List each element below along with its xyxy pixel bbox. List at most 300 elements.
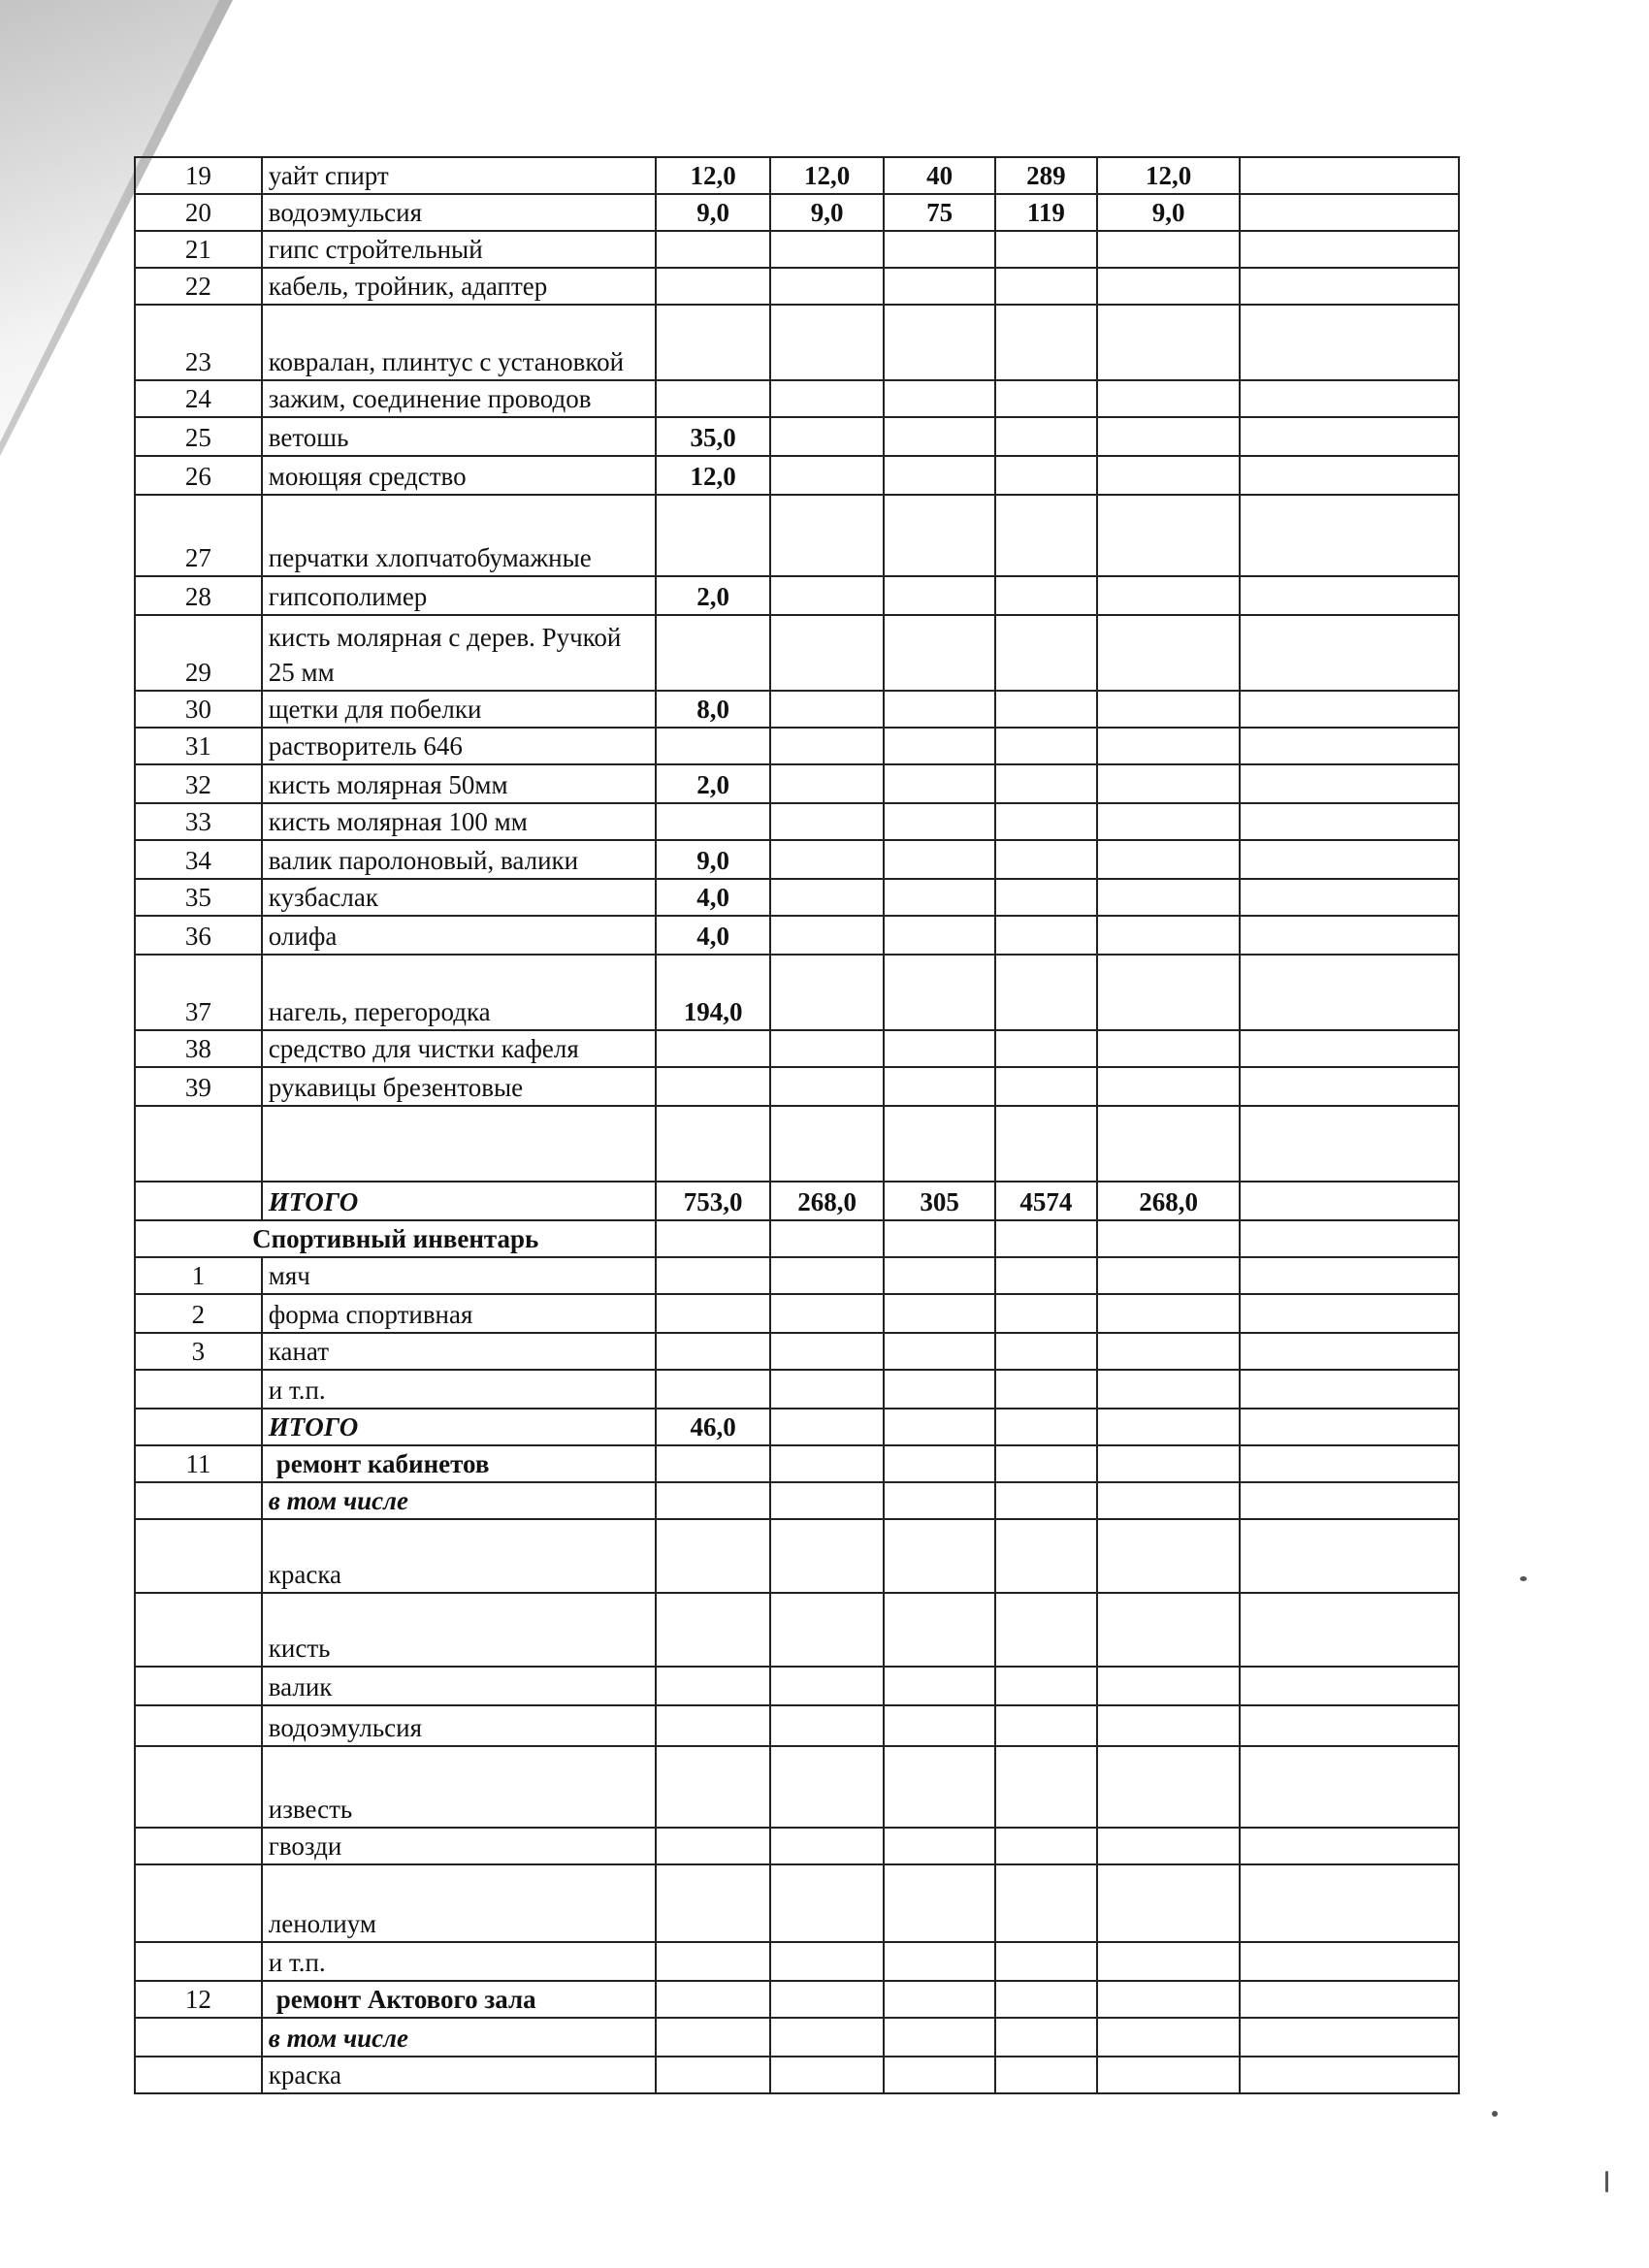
value-cell-2 (770, 1294, 884, 1333)
row-number: 34 (135, 840, 262, 879)
table-row (135, 1445, 1459, 1482)
item-name: краска (262, 2057, 657, 2093)
item-name: уайт спирт (262, 157, 657, 194)
value-cell-1: 46,0 (656, 1409, 769, 1445)
value-cell-5 (1097, 576, 1240, 615)
value-cell-1 (656, 1746, 769, 1828)
value-cell-3 (884, 1482, 994, 1519)
value-cell-6 (1240, 1828, 1459, 1864)
item-name: кисть (262, 1593, 657, 1667)
item-name: канат (262, 1333, 657, 1370)
value-cell-2: 9,0 (770, 194, 884, 231)
value-cell-5 (1097, 417, 1240, 456)
row-number: 3 (135, 1333, 262, 1370)
value-cell-1: 4,0 (656, 879, 769, 916)
value-cell-2 (770, 2057, 884, 2093)
item-name: краска (262, 1519, 657, 1593)
value-cell-2 (770, 1445, 884, 1482)
row-number: 25 (135, 417, 262, 456)
value-cell-3 (884, 1942, 994, 1981)
value-cell-6 (1240, 1705, 1459, 1746)
value-cell-6 (1240, 840, 1459, 879)
item-name: и т.п. (262, 1942, 657, 1981)
empty-cell (770, 1220, 884, 1257)
row-number: 24 (135, 380, 262, 417)
materials-table (134, 156, 1460, 2094)
row-number (135, 1942, 262, 1981)
value-cell-2 (770, 1828, 884, 1864)
value-cell-1: 8,0 (656, 691, 769, 728)
row-number: 21 (135, 231, 262, 268)
row-number: 31 (135, 728, 262, 764)
row-number: 35 (135, 879, 262, 916)
table-row (135, 157, 1459, 194)
table-row (135, 305, 1459, 380)
value-cell-1: 9,0 (656, 840, 769, 879)
table-row (135, 1981, 1459, 2018)
item-name: известь (262, 1746, 657, 1828)
value-cell-2 (770, 456, 884, 495)
value-cell-6 (1240, 803, 1459, 840)
table-row (135, 1746, 1459, 1828)
value-cell-3 (884, 2057, 994, 2093)
table-row (135, 879, 1459, 916)
value-cell-2 (770, 576, 884, 615)
value-cell-3 (884, 576, 994, 615)
row-number: 36 (135, 916, 262, 955)
value-cell-2 (770, 1593, 884, 1667)
value-cell-2 (770, 879, 884, 916)
value-cell-2 (770, 380, 884, 417)
value-cell-5 (1097, 1519, 1240, 1593)
value-cell-3 (884, 1705, 994, 1746)
table-row (135, 840, 1459, 879)
item-name (262, 1106, 657, 1182)
total-label: ИТОГО (262, 1182, 657, 1220)
value-cell-3 (884, 1030, 994, 1067)
value-cell-4 (995, 417, 1097, 456)
value-cell-5 (1097, 879, 1240, 916)
value-cell-3 (884, 1257, 994, 1294)
row-number: 39 (135, 1067, 262, 1106)
value-cell-6 (1240, 2018, 1459, 2057)
table-row (135, 1182, 1459, 1220)
value-cell-1 (656, 1864, 769, 1942)
value-cell-3 (884, 1519, 994, 1593)
value-cell-3 (884, 840, 994, 879)
row-number: 33 (135, 803, 262, 840)
value-cell-6 (1240, 1667, 1459, 1705)
value-cell-4 (995, 1667, 1097, 1705)
value-cell-4 (995, 1257, 1097, 1294)
value-cell-1 (656, 495, 769, 576)
value-cell-5 (1097, 840, 1240, 879)
row-number: 26 (135, 456, 262, 495)
value-cell-1: 753,0 (656, 1182, 769, 1220)
item-name: олифа (262, 916, 657, 955)
value-cell-2 (770, 615, 884, 691)
table-row (135, 1519, 1459, 1593)
value-cell-2 (770, 1482, 884, 1519)
value-cell-4 (995, 1482, 1097, 1519)
item-name: водоэмульсия (262, 194, 657, 231)
value-cell-6 (1240, 1482, 1459, 1519)
value-cell-4 (995, 380, 1097, 417)
value-cell-6 (1240, 231, 1459, 268)
value-cell-4 (995, 916, 1097, 955)
value-cell-4 (995, 840, 1097, 879)
value-cell-5 (1097, 495, 1240, 576)
value-cell-6 (1240, 955, 1459, 1030)
value-cell-2 (770, 495, 884, 576)
row-number (135, 1746, 262, 1828)
value-cell-4 (995, 955, 1097, 1030)
value-cell-3 (884, 879, 994, 916)
value-cell-4 (995, 803, 1097, 840)
table-row (135, 194, 1459, 231)
value-cell-1: 12,0 (656, 157, 769, 194)
value-cell-5 (1097, 955, 1240, 1030)
value-cell-4 (995, 1067, 1097, 1106)
value-cell-1 (656, 1593, 769, 1667)
table-row (135, 576, 1459, 615)
value-cell-4 (995, 691, 1097, 728)
table-row (135, 1705, 1459, 1746)
item-name: перчатки хлопчатобумажные (262, 495, 657, 576)
value-cell-1 (656, 1445, 769, 1482)
value-cell-3 (884, 380, 994, 417)
value-cell-6 (1240, 1409, 1459, 1445)
value-cell-3 (884, 1593, 994, 1667)
value-cell-3 (884, 691, 994, 728)
row-number: 32 (135, 764, 262, 803)
item-name: и т.п. (262, 1370, 657, 1409)
value-cell-5 (1097, 1333, 1240, 1370)
value-cell-3 (884, 495, 994, 576)
table-row (135, 1864, 1459, 1942)
value-cell-4 (995, 576, 1097, 615)
item-name: моющяя средство (262, 456, 657, 495)
item-name: форма спортивная (262, 1294, 657, 1333)
value-cell-3 (884, 1067, 994, 1106)
value-cell-3 (884, 1294, 994, 1333)
value-cell-1 (656, 728, 769, 764)
item-name: валик паролоновый, валики (262, 840, 657, 879)
value-cell-6 (1240, 916, 1459, 955)
item-name: кабель, тройник, адаптер (262, 268, 657, 305)
value-cell-4 (995, 764, 1097, 803)
value-cell-2 (770, 691, 884, 728)
value-cell-1 (656, 1257, 769, 1294)
empty-cell (995, 1220, 1097, 1257)
value-cell-3 (884, 1106, 994, 1182)
value-cell-5 (1097, 1942, 1240, 1981)
value-cell-2 (770, 1333, 884, 1370)
value-cell-1 (656, 1482, 769, 1519)
value-cell-1: 4,0 (656, 916, 769, 955)
value-cell-1 (656, 803, 769, 840)
value-cell-1 (656, 1942, 769, 1981)
subheading: в том числе (262, 2018, 657, 2057)
value-cell-3: 40 (884, 157, 994, 194)
value-cell-1 (656, 1333, 769, 1370)
item-name: щетки для побелки (262, 691, 657, 728)
value-cell-6 (1240, 576, 1459, 615)
item-name: рукавицы брезентовые (262, 1067, 657, 1106)
table-row (135, 615, 1459, 691)
item-name: нагель, перегородка (262, 955, 657, 1030)
value-cell-2 (770, 1864, 884, 1942)
value-cell-4 (995, 495, 1097, 576)
value-cell-2 (770, 268, 884, 305)
table-row (135, 1667, 1459, 1705)
value-cell-2 (770, 764, 884, 803)
value-cell-6 (1240, 1445, 1459, 1482)
value-cell-2 (770, 916, 884, 955)
table-row (135, 1257, 1459, 1294)
row-number (135, 1593, 262, 1667)
table-row (135, 916, 1459, 955)
value-cell-4 (995, 1333, 1097, 1370)
value-cell-5 (1097, 1445, 1240, 1482)
value-cell-4 (995, 728, 1097, 764)
value-cell-1 (656, 231, 769, 268)
row-number (135, 1370, 262, 1409)
value-cell-1 (656, 1067, 769, 1106)
value-cell-4 (995, 305, 1097, 380)
value-cell-1 (656, 1981, 769, 2018)
value-cell-4 (995, 1519, 1097, 1593)
table-row (135, 1370, 1459, 1409)
value-cell-4 (995, 1942, 1097, 1981)
value-cell-5 (1097, 615, 1240, 691)
table-row (135, 380, 1459, 417)
row-number: 28 (135, 576, 262, 615)
value-cell-1: 194,0 (656, 955, 769, 1030)
row-number (135, 1182, 262, 1220)
value-cell-2 (770, 1370, 884, 1409)
value-cell-6 (1240, 1746, 1459, 1828)
value-cell-1 (656, 2018, 769, 2057)
value-cell-5: 268,0 (1097, 1182, 1240, 1220)
value-cell-2 (770, 1942, 884, 1981)
value-cell-5 (1097, 268, 1240, 305)
value-cell-3 (884, 1667, 994, 1705)
table-row (135, 1294, 1459, 1333)
value-cell-5 (1097, 231, 1240, 268)
value-cell-5: 12,0 (1097, 157, 1240, 194)
row-number (135, 1705, 262, 1746)
value-cell-6 (1240, 380, 1459, 417)
scan-speck (1605, 2171, 1608, 2192)
value-cell-5 (1097, 1370, 1240, 1409)
value-cell-6 (1240, 1593, 1459, 1667)
table-row (135, 1409, 1459, 1445)
value-cell-3 (884, 268, 994, 305)
table-row (135, 764, 1459, 803)
value-cell-6 (1240, 1864, 1459, 1942)
value-cell-4 (995, 1593, 1097, 1667)
value-cell-4 (995, 456, 1097, 495)
table-row (135, 1067, 1459, 1106)
value-cell-5 (1097, 1981, 1240, 2018)
value-cell-6 (1240, 1182, 1459, 1220)
value-cell-6 (1240, 268, 1459, 305)
row-number (135, 2057, 262, 2093)
value-cell-4 (995, 879, 1097, 916)
row-number: 11 (135, 1445, 262, 1482)
value-cell-1 (656, 1370, 769, 1409)
table-row (135, 456, 1459, 495)
table-row (135, 417, 1459, 456)
empty-cell (884, 1220, 994, 1257)
value-cell-4 (995, 2018, 1097, 2057)
value-cell-6 (1240, 1519, 1459, 1593)
row-number (135, 1106, 262, 1182)
value-cell-2 (770, 728, 884, 764)
row-number (135, 1409, 262, 1445)
value-cell-1 (656, 2057, 769, 2093)
value-cell-4 (995, 1981, 1097, 2018)
value-cell-5 (1097, 1705, 1240, 1746)
value-cell-4 (995, 1294, 1097, 1333)
value-cell-6 (1240, 456, 1459, 495)
value-cell-2 (770, 231, 884, 268)
value-cell-4 (995, 1030, 1097, 1067)
value-cell-5 (1097, 1667, 1240, 1705)
table-row (135, 728, 1459, 764)
table-row (135, 955, 1459, 1030)
value-cell-5 (1097, 1030, 1240, 1067)
table-row (135, 1942, 1459, 1981)
value-cell-1 (656, 1106, 769, 1182)
item-name: кисть молярная 100 мм (262, 803, 657, 840)
row-number: 29 (135, 615, 262, 691)
value-cell-5 (1097, 764, 1240, 803)
category-title: Спортивный инвентарь (135, 1220, 656, 1257)
value-cell-1 (656, 305, 769, 380)
table-row (135, 1593, 1459, 1667)
value-cell-6 (1240, 305, 1459, 380)
value-cell-5 (1097, 2018, 1240, 2057)
value-cell-6 (1240, 691, 1459, 728)
value-cell-2 (770, 1409, 884, 1445)
row-number: 30 (135, 691, 262, 728)
row-number: 20 (135, 194, 262, 231)
value-cell-2 (770, 1667, 884, 1705)
empty-cell (656, 1220, 769, 1257)
value-cell-5 (1097, 2057, 1240, 2093)
value-cell-4: 119 (995, 194, 1097, 231)
value-cell-6 (1240, 1257, 1459, 1294)
value-cell-2 (770, 1106, 884, 1182)
value-cell-3 (884, 1370, 994, 1409)
item-name: валик (262, 1667, 657, 1705)
value-cell-3 (884, 955, 994, 1030)
scan-speck (1492, 2111, 1498, 2117)
value-cell-5 (1097, 456, 1240, 495)
value-cell-3: 305 (884, 1182, 994, 1220)
value-cell-2 (770, 1981, 884, 2018)
item-name: кузбаслак (262, 879, 657, 916)
value-cell-5: 9,0 (1097, 194, 1240, 231)
value-cell-2 (770, 803, 884, 840)
value-cell-1 (656, 1030, 769, 1067)
item-name: гвозди (262, 1828, 657, 1864)
value-cell-6 (1240, 764, 1459, 803)
item-name: гипс стройтельный (262, 231, 657, 268)
value-cell-4: 4574 (995, 1182, 1097, 1220)
table-row (135, 268, 1459, 305)
value-cell-1 (656, 1828, 769, 1864)
value-cell-1 (656, 1705, 769, 1746)
row-number: 23 (135, 305, 262, 380)
item-name: ковралан, плинтус с установкой (262, 305, 657, 380)
value-cell-4: 289 (995, 157, 1097, 194)
value-cell-6 (1240, 1942, 1459, 1981)
table-row (135, 691, 1459, 728)
value-cell-2 (770, 1030, 884, 1067)
value-cell-6 (1240, 1030, 1459, 1067)
value-cell-1: 9,0 (656, 194, 769, 231)
value-cell-2 (770, 1519, 884, 1593)
row-number: 2 (135, 1294, 262, 1333)
value-cell-6 (1240, 194, 1459, 231)
value-cell-5 (1097, 1864, 1240, 1942)
table-row (135, 495, 1459, 576)
value-cell-5 (1097, 916, 1240, 955)
value-cell-2 (770, 1705, 884, 1746)
value-cell-3 (884, 728, 994, 764)
table-body (135, 157, 1459, 2093)
value-cell-5 (1097, 1746, 1240, 1828)
row-number (135, 1519, 262, 1593)
value-cell-1 (656, 268, 769, 305)
value-cell-1 (656, 1667, 769, 1705)
item-name: водоэмульсия (262, 1705, 657, 1746)
value-cell-6 (1240, 615, 1459, 691)
value-cell-5 (1097, 691, 1240, 728)
value-cell-6 (1240, 157, 1459, 194)
row-number: 27 (135, 495, 262, 576)
value-cell-4 (995, 2057, 1097, 2093)
value-cell-6 (1240, 879, 1459, 916)
value-cell-4 (995, 268, 1097, 305)
value-cell-3 (884, 456, 994, 495)
item-name: кисть молярная с дерев. Ручкой 25 мм (262, 615, 657, 691)
value-cell-5 (1097, 1828, 1240, 1864)
value-cell-3 (884, 417, 994, 456)
row-number (135, 1828, 262, 1864)
section-title: ремонт Актового зала (262, 1981, 657, 2018)
value-cell-2 (770, 1257, 884, 1294)
value-cell-5 (1097, 1067, 1240, 1106)
value-cell-3 (884, 1864, 994, 1942)
table-row (135, 1333, 1459, 1370)
value-cell-5 (1097, 380, 1240, 417)
row-number: 37 (135, 955, 262, 1030)
table-row (135, 231, 1459, 268)
value-cell-1: 12,0 (656, 456, 769, 495)
value-cell-2 (770, 2018, 884, 2057)
value-cell-2: 268,0 (770, 1182, 884, 1220)
value-cell-3 (884, 916, 994, 955)
value-cell-2: 12,0 (770, 157, 884, 194)
value-cell-2 (770, 417, 884, 456)
item-name: мяч (262, 1257, 657, 1294)
value-cell-5 (1097, 1409, 1240, 1445)
value-cell-4 (995, 1370, 1097, 1409)
